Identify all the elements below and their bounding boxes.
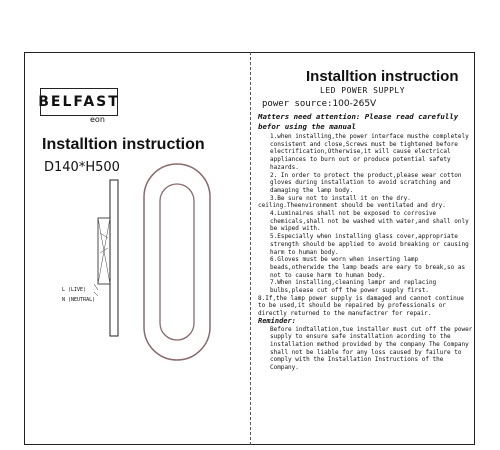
- power-source: [262, 99, 376, 109]
- wire-l-label: L (LIVE): [62, 287, 87, 293]
- power-value: 100-265V: [332, 99, 377, 109]
- instruction-item: 7.When installing,cleaning lampr and replacing bulbs,please cut off the power supply first.: [270, 279, 437, 295]
- instruction-item: 4.Luminaires shall not be exposed to corrosive chemicals,shall not be washed with water,and shall only be wiped with.: [270, 210, 469, 233]
- instruction-item: 5.Especially when installing glass cover,appropriate strength should be applied to avoid breaking or causing harm to human body.: [270, 233, 469, 256]
- wire-n-label: N (NEUTRAL): [62, 297, 96, 303]
- instruction-item: 6.Gloves must be worn when inserting lamp beads,otherwide the lamp beads are eary to break,so as not to cause harm to human body.: [270, 256, 466, 279]
- instructions-list: [258, 133, 474, 372]
- dimensions-label: D140*H500: [44, 160, 120, 175]
- instruction-item: 8.If,the lamp power supply is damaged and cannot continue to be used,it should be repaired by professionals or directly returned to the manufactrer for repair.: [258, 294, 464, 318]
- instruction-item: ceiling.Theenvironment should be ventilated and dry.: [258, 202, 446, 210]
- lamp-front-view: [142, 162, 212, 362]
- instruction-item: 3.Be sure not to install it on the dry.: [270, 194, 411, 202]
- brand-sub: eon: [90, 115, 105, 124]
- instruction-item: 2. In order to protect the product,please wear cotton gloves during installation to avoid scratching and damaging the lamp body.: [270, 171, 462, 194]
- reminder-text: Before indtallation,tue installer must cut off the power supply to ensure safe installation acording to the installation method provided by the company The Company shall not be liable for any loss caused by failure to comply with the Installation Instructions of the Company.: [270, 325, 473, 372]
- right-title: Installtion instruction: [306, 68, 459, 85]
- right-subtitle: LED POWER SUPPLY: [320, 86, 406, 95]
- power-label: power source:: [262, 99, 333, 109]
- page-divider: [250, 52, 251, 445]
- attention-note: Matters need attention: Please read carefully befor using the manual: [258, 112, 459, 131]
- left-title: Installtion instruction: [42, 136, 205, 153]
- reminder-label: Reminder:: [258, 316, 296, 325]
- instruction-item: 1.when installing,the power interface musthe completely consistent and close,Screws must be tightened before electrification,Otherwise,it will cause electrical appliances to burn out or produce potential safety hazards.: [270, 133, 469, 171]
- lamp-side-view: [94, 178, 124, 338]
- brand-logo: BELFAST: [40, 88, 118, 116]
